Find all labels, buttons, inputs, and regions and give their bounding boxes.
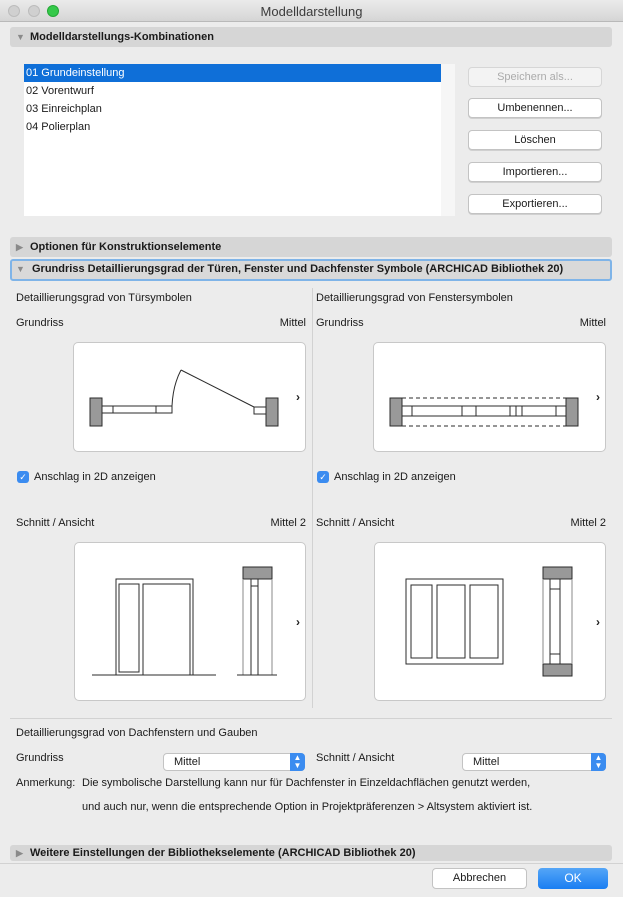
- section-title: Modelldarstellungs-Kombinationen: [30, 31, 214, 43]
- section-header-symbol-detail[interactable]: [10, 259, 612, 281]
- column-divider: [312, 288, 313, 708]
- window-section-preview[interactable]: [374, 542, 606, 701]
- chevron-right-icon[interactable]: ›: [296, 615, 300, 629]
- section-title: Weitere Einstellungen der Bibliothekselemente (ARCHICAD Bibliothek 20): [30, 847, 416, 859]
- roof-section-select-value: Mittel: [473, 756, 500, 768]
- window-section-label: Schnitt / Ansicht: [316, 517, 395, 529]
- checkmark-icon: ✓: [19, 472, 27, 482]
- window-title: Modelldarstellung: [260, 4, 363, 19]
- triangle-right-icon: ▶: [16, 242, 23, 252]
- section-header-more-settings[interactable]: [10, 845, 612, 861]
- list-item[interactable]: 02 Vorentwurf: [26, 85, 94, 97]
- note-line-1: Die symbolische Darstellung kann nur für Dachfenster in Einzeldachflächen genutzt werden,: [82, 777, 531, 789]
- note-label: Anmerkung:: [16, 777, 76, 789]
- section-title: Grundriss Detaillierungsgrad der Türen, Fenster und Dachfenster Symbole (ARCHICAD Bibliothek 20): [32, 263, 564, 275]
- chevron-updown-icon: ▲ ▼: [591, 753, 606, 771]
- footer-divider: [0, 863, 623, 864]
- list-item[interactable]: 03 Einreichplan: [26, 103, 102, 115]
- list-scrollbar[interactable]: [441, 64, 455, 216]
- ok-button[interactable]: OK: [538, 868, 608, 889]
- roof-plan-label: Grundriss: [16, 752, 64, 764]
- door-heading: Detaillierungsgrad von Türsymbolen: [16, 292, 192, 304]
- window-plan-label: Grundriss: [316, 317, 364, 329]
- window-plan-value: Mittel: [579, 317, 606, 329]
- combinations-list[interactable]: [24, 64, 455, 216]
- door-section-symbol: [75, 543, 307, 702]
- chevron-updown-icon: ▲ ▼: [290, 753, 305, 771]
- section-header-construction-options[interactable]: [10, 237, 612, 257]
- door-swing-checkbox[interactable]: [17, 471, 29, 483]
- door-section-value: Mittel 2: [270, 517, 306, 529]
- checkmark-icon: ✓: [319, 472, 327, 482]
- delete-button[interactable]: Löschen: [468, 130, 602, 150]
- window-plan-preview[interactable]: [373, 342, 606, 452]
- section-divider: [10, 718, 612, 719]
- rename-button[interactable]: Umbenennen...: [468, 98, 602, 118]
- export-button[interactable]: Exportieren...: [468, 194, 602, 214]
- window-section-value: Mittel 2: [570, 517, 606, 529]
- door-plan-value: Mittel: [279, 317, 306, 329]
- roof-plan-select[interactable]: [163, 753, 305, 771]
- door-swing-label[interactable]: Anschlag in 2D anzeigen: [34, 471, 156, 483]
- triangle-down-icon: ▼: [16, 264, 25, 274]
- door-section-preview[interactable]: [74, 542, 306, 701]
- save-as-button[interactable]: Speichern als...: [468, 67, 602, 87]
- door-plan-label: Grundriss: [16, 317, 64, 329]
- window-heading: Detaillierungsgrad von Fenstersymbolen: [316, 292, 513, 304]
- section-header-combinations[interactable]: [10, 27, 612, 47]
- roof-plan-select-value: Mittel: [174, 756, 201, 768]
- triangle-right-icon: ▶: [16, 848, 23, 858]
- section-title: Optionen für Konstruktionselemente: [30, 241, 222, 253]
- triangle-down-icon: ▼: [16, 32, 25, 42]
- chevron-right-icon[interactable]: ›: [296, 390, 300, 404]
- roof-window-heading: Detaillierungsgrad von Dachfenstern und Gauben: [16, 727, 258, 739]
- list-item[interactable]: 01 Grundeinstellung: [24, 64, 441, 82]
- door-section-label: Schnitt / Ansicht: [16, 517, 95, 529]
- roof-section-label: Schnitt / Ansicht: [316, 752, 395, 764]
- door-plan-preview[interactable]: [73, 342, 306, 452]
- window-swing-label[interactable]: Anschlag in 2D anzeigen: [334, 471, 456, 483]
- note-line-2: und auch nur, wenn die entsprechende Option in Projektpräferenzen > Altsystem aktiviert ist.: [82, 801, 533, 813]
- door-plan-symbol: [74, 343, 307, 453]
- chevron-right-icon[interactable]: ›: [596, 615, 600, 629]
- window-plan-symbol: [374, 343, 607, 453]
- roof-section-select[interactable]: [462, 753, 606, 771]
- cancel-button[interactable]: Abbrechen: [432, 868, 527, 889]
- window-swing-checkbox[interactable]: [317, 471, 329, 483]
- window-section-symbol: [375, 543, 607, 702]
- list-item[interactable]: 04 Polierplan: [26, 121, 91, 133]
- chevron-right-icon[interactable]: ›: [596, 390, 600, 404]
- import-button[interactable]: Importieren...: [468, 162, 602, 182]
- title-bar: [0, 0, 623, 22]
